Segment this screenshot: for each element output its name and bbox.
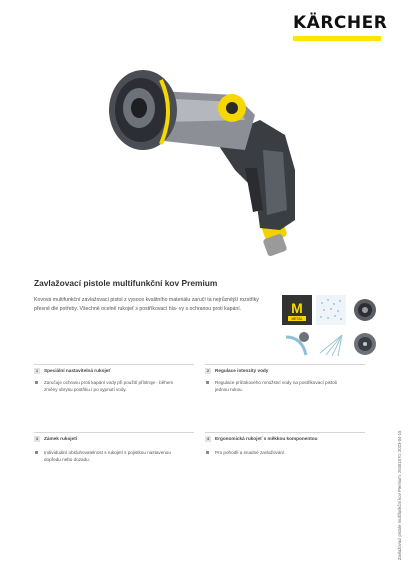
product-title: Zavlažovací pistole multifunkční kov Premium [34,278,218,288]
feature-bullet-text: Zaručuje ochranu proti kapání vody při použití přístroje - během změny obrysu postřiku i po vypnutí vody. [44,380,174,393]
svg-text:METAL: METAL [291,317,303,322]
bullet-square-icon [206,451,209,454]
logo-yellow-bar [293,36,381,41]
feature-bullet-2 [215,379,350,393]
feature-bullet-text: Regulace průtokového množství vody na postřikovací pistoli jednou rukou. [215,380,337,393]
feature-heading-text: Ergonomická rukojeť s měkkou komponentou [215,436,318,442]
feature-heading-4 [205,436,355,442]
feature-divider [205,432,365,433]
feature-divider [34,432,194,433]
karcher-logo [293,13,388,42]
side-footer-text: Zavlažovací pistole multifunkční kov Premium, 26451570, 2023-04-15 [397,430,402,560]
fan-spray-icon [316,329,346,359]
water-flow-icon [282,329,312,359]
nozzle-dial-icon [350,329,380,359]
feature-bullet-4 [215,449,350,456]
feature-heading-text: Regulace intenzity vody [215,368,269,374]
spray-gun-image [95,60,320,280]
bullet-square-icon [35,381,38,384]
feature-heading-1 [34,368,184,374]
feature-bullet-1 [44,379,179,393]
metal-badge-icon [282,295,312,325]
feature-bullet-text: Pro pohodlí a snadné zavlažování. [215,450,286,455]
feature-number: 2 [206,368,210,373]
bullet-square-icon [206,381,209,384]
bullet-square-icon [35,451,38,454]
svg-text:M: M [291,300,303,316]
feature-number: 1 [35,368,39,373]
feature-heading-2 [205,368,355,374]
feature-divider [205,364,365,365]
logo-text: KÄRCHER [293,13,388,33]
thumbnail-grid [282,295,382,361]
feature-number: 4 [206,436,210,441]
feature-bullet-3 [44,449,179,463]
feature-heading-text: Zámek rukojeti [44,436,78,442]
feature-bullet-text: Individuální obsluhovatelnost s rukojetí s pojistkou nastavenou dopředu nebo dozadu. [44,450,171,463]
feature-heading-3 [34,436,184,442]
nozzle-head-icon [350,295,380,325]
feature-heading-text: Speciální nastavitelná rukojeť [44,368,111,374]
feature-number: 3 [35,436,39,441]
feature-divider [34,364,194,365]
product-description: Kovová multifunkční zavlažovací pistol z vysoce kvalitního materiálu zaručí ta nejrůznější rozstřiky přesně dle potřeby. Všechně ocelně rukojeť s postříkovací hla- vy s ochranou proti kapání. [34,297,259,312]
spray-pattern-icon [316,295,346,325]
side-footer [397,430,405,560]
